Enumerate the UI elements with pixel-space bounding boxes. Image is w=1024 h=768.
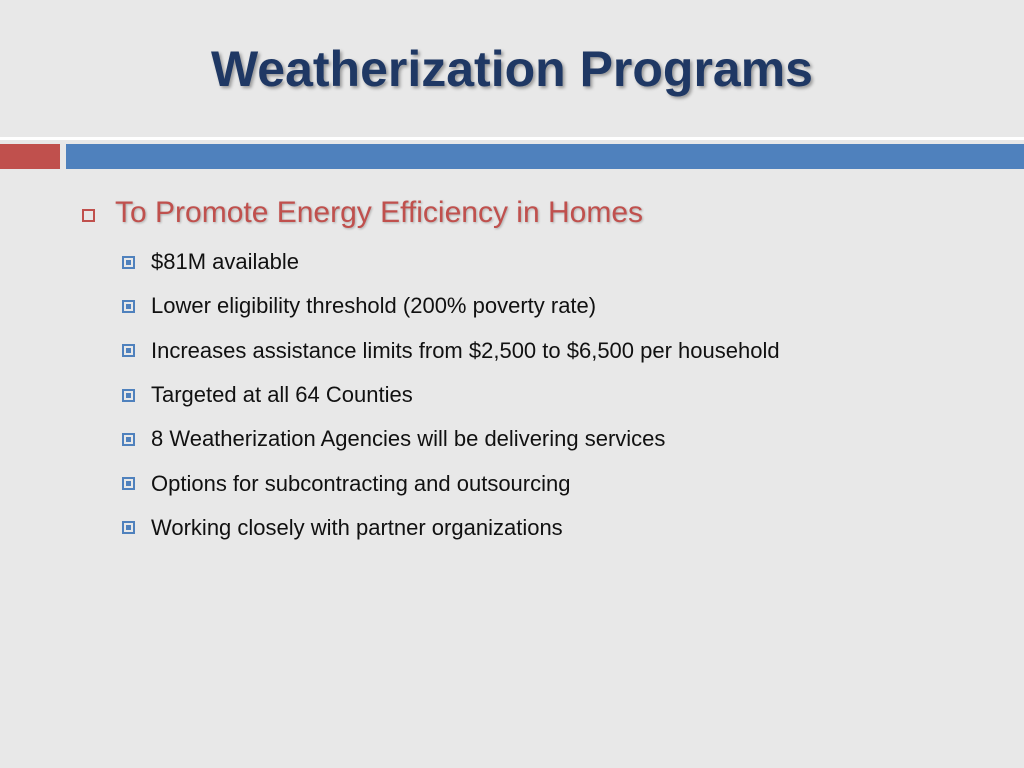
main-bullet — [82, 192, 1002, 234]
filled-square-bullet-icon — [122, 521, 135, 534]
sub-bullet-item — [122, 461, 1002, 505]
filled-square-bullet-icon — [122, 477, 135, 490]
sub-bullet-item — [122, 284, 1002, 328]
sub-bullet-text: Working closely with partner organizations — [151, 514, 563, 540]
filled-square-bullet-icon — [122, 300, 135, 313]
sub-bullet-list — [122, 240, 1002, 550]
sub-bullet-item — [122, 373, 1002, 417]
accent-bar-blue — [66, 144, 1024, 169]
slide-content — [82, 192, 1002, 550]
sub-bullet-item — [122, 240, 1002, 284]
filled-square-bullet-icon — [122, 344, 135, 357]
sub-bullet-text: 8 Weatherization Agencies will be delivering services — [151, 426, 666, 452]
sub-bullet-text: Lower eligibility threshold (200% poverty rate) — [151, 293, 597, 319]
sub-bullet-text: Increases assistance limits from $2,500 to $6,500 per household — [151, 337, 780, 363]
sub-bullet-text: $81M available — [151, 249, 299, 275]
filled-square-bullet-icon — [122, 256, 135, 269]
sub-bullet-item — [122, 417, 1002, 461]
accent-bar-red — [0, 144, 60, 169]
slide-title: Weatherization Programs — [210, 41, 813, 97]
sub-bullet-item — [122, 329, 1002, 373]
filled-square-bullet-icon — [122, 389, 135, 402]
divider-line — [0, 137, 1024, 140]
hollow-square-bullet-icon — [82, 209, 95, 222]
sub-bullet-item — [122, 506, 1002, 550]
sub-bullet-text: Options for subcontracting and outsourcing — [151, 470, 571, 496]
sub-bullet-text: Targeted at all 64 Counties — [151, 382, 413, 408]
filled-square-bullet-icon — [122, 433, 135, 446]
main-bullet-text: To Promote Energy Efficiency in Homes — [115, 196, 644, 229]
